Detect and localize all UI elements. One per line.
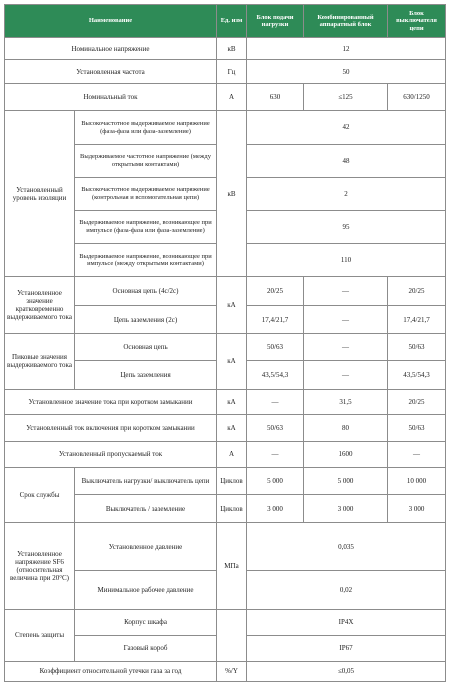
sub-label: Установленное давление — [75, 523, 217, 571]
cell-load: 5 000 — [247, 467, 304, 494]
row-value: 42 — [247, 111, 446, 144]
cell-load: 43,5/54,3 — [247, 361, 304, 389]
table-row — [5, 277, 446, 306]
cell-breaker: 10 000 — [388, 467, 446, 494]
table-row — [5, 441, 446, 467]
row-value: IP4X — [247, 609, 446, 635]
table-row — [5, 38, 446, 60]
row-label: Коэффициент относительной утечки газа за год — [5, 661, 217, 681]
row-value: 2 — [247, 177, 446, 210]
cell-breaker: 20/25 — [388, 389, 446, 414]
cell-breaker: 50/63 — [388, 414, 446, 441]
cell-breaker: — — [388, 441, 446, 467]
cell-combined: 1600 — [304, 441, 388, 467]
cell-combined: — — [304, 277, 388, 306]
table-row — [5, 334, 446, 361]
cell-combined: ≤125 — [304, 84, 388, 111]
row-label: Установленное значение тока при коротком замыкании — [5, 389, 217, 414]
row-value: 0,035 — [247, 523, 446, 571]
cell-load: — — [247, 441, 304, 467]
sub-label: Цепь заземления — [75, 361, 217, 389]
cell-breaker: 17,4/21,7 — [388, 306, 446, 334]
row-value: IP67 — [247, 635, 446, 661]
header-name: Наименование — [5, 5, 217, 38]
row-value: 0,02 — [247, 571, 446, 609]
group-unit: МПа — [217, 523, 247, 609]
cell-load: 50/63 — [247, 414, 304, 441]
row-unit: кА — [217, 414, 247, 441]
group-label-service-life: Срок службы — [5, 467, 75, 522]
row-label: Установленный ток включения при коротком замыкании — [5, 414, 217, 441]
cell-combined: 31,5 — [304, 389, 388, 414]
sub-label: Основная цепь (4с/2с) — [75, 277, 217, 306]
cell-load: 630 — [247, 84, 304, 111]
cell-combined: 80 — [304, 414, 388, 441]
cell-breaker: 50/63 — [388, 334, 446, 361]
sub-label: Выключатель нагрузки/ выключатель цепи — [75, 467, 217, 494]
sub-label: Газовый короб — [75, 635, 217, 661]
row-value: ≤0,05 — [247, 661, 446, 681]
group-label-sf6: Установленное напряжение SF6 (относительная величина при 20°С) — [5, 523, 75, 609]
table-row — [5, 414, 446, 441]
table-row — [5, 523, 446, 571]
row-unit: А — [217, 441, 247, 467]
group-label-short-time: Установленное значение кратковременно выдерживаемого тока — [5, 277, 75, 334]
table-row — [5, 609, 446, 635]
cell-combined: 5 000 — [304, 467, 388, 494]
row-value: 48 — [247, 144, 446, 177]
row-label: Номинальный ток — [5, 84, 217, 111]
row-unit: Гц — [217, 60, 247, 84]
row-unit: %/Y — [217, 661, 247, 681]
row-value: 110 — [247, 244, 446, 277]
row-unit: кВ — [217, 38, 247, 60]
group-unit: кА — [217, 277, 247, 334]
cell-load: — — [247, 389, 304, 414]
cell-combined: — — [304, 306, 388, 334]
row-unit: А — [217, 84, 247, 111]
empty-unit — [217, 609, 247, 661]
header-combined-unit: Комбинированный аппаратный блок — [304, 5, 388, 38]
sub-label: Цепь заземления (2с) — [75, 306, 217, 334]
sub-label: Выдерживаемое напряжение, возникающее при импульсе (между открытыми контактами) — [75, 244, 217, 277]
cell-load: 3 000 — [247, 495, 304, 523]
sub-label: Минимальное рабочее давление — [75, 571, 217, 609]
cell-breaker: 20/25 — [388, 277, 446, 306]
specifications-table — [4, 4, 446, 682]
table-row — [5, 389, 446, 414]
table-row — [5, 661, 446, 681]
sub-label: Выдерживаемое напряжение, возникающее при импульсе (фаза-фаза или фаза-заземление) — [75, 210, 217, 243]
table-row — [5, 111, 446, 144]
cell-combined: — — [304, 361, 388, 389]
header-load-unit: Блок подачи нагрузки — [247, 5, 304, 38]
header-breaker-unit: Блок выключателя цепи — [388, 5, 446, 38]
row-unit: Циклов — [217, 495, 247, 523]
row-value: 50 — [247, 60, 446, 84]
sub-label: Основная цепь — [75, 334, 217, 361]
sub-label: Выключатель / заземление — [75, 495, 217, 523]
table-row — [5, 84, 446, 111]
cell-breaker: 43,5/54,3 — [388, 361, 446, 389]
header-row — [5, 5, 446, 38]
table-row — [5, 60, 446, 84]
cell-load: 50/63 — [247, 334, 304, 361]
row-label: Установленный пропускаемый ток — [5, 441, 217, 467]
row-label: Номинальное напряжение — [5, 38, 217, 60]
sub-label: Корпус шкафа — [75, 609, 217, 635]
row-unit: Циклов — [217, 467, 247, 494]
sub-label: Высокочастотное выдерживаемое напряжение (контрольная и вспомогательная цепи) — [75, 177, 217, 210]
group-label-insulation: Установленный уровень изоляции — [5, 111, 75, 277]
cell-breaker: 630/1250 — [388, 84, 446, 111]
sub-label: Высокочастотное выдерживаемое напряжение (фаза-фаза или фаза-заземление) — [75, 111, 217, 144]
row-value: 12 — [247, 38, 446, 60]
table-row — [5, 467, 446, 494]
group-unit: кВ — [217, 111, 247, 277]
cell-load: 17,4/21,7 — [247, 306, 304, 334]
cell-combined: — — [304, 334, 388, 361]
group-label-protection: Степень защиты — [5, 609, 75, 661]
group-label-peak: Пиковые значения выдерживаемого тока — [5, 334, 75, 389]
cell-load: 20/25 — [247, 277, 304, 306]
header-unit: Ед. изм — [217, 5, 247, 38]
group-unit: кА — [217, 334, 247, 389]
row-value: 95 — [247, 210, 446, 243]
row-label: Установленная частота — [5, 60, 217, 84]
row-unit: кА — [217, 389, 247, 414]
cell-combined: 3 000 — [304, 495, 388, 523]
sub-label: Выдерживаемое частотное напряжение (между открытыми контактами) — [75, 144, 217, 177]
cell-breaker: 3 000 — [388, 495, 446, 523]
